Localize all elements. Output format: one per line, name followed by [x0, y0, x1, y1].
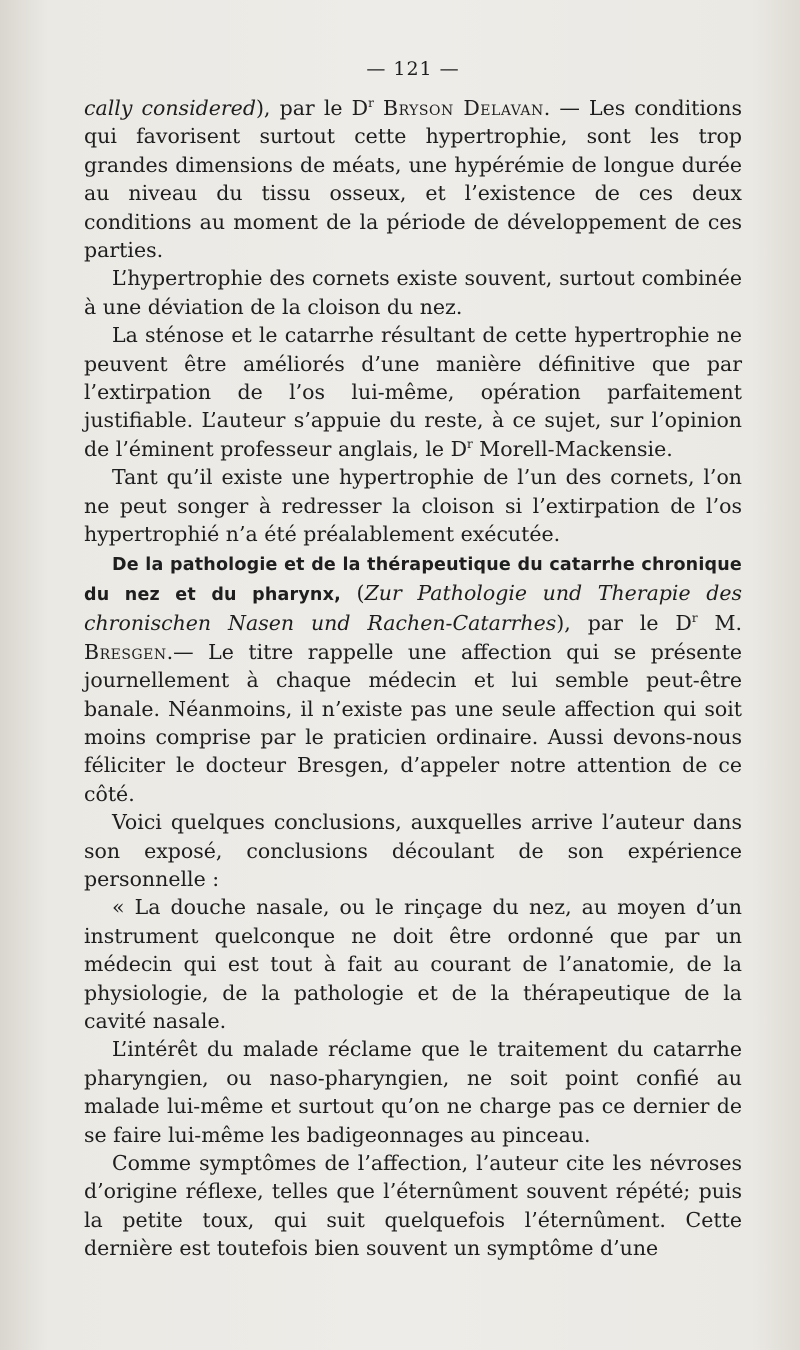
paragraph-1: cally considered), par le $D^r$ Bryson Delavan. — Les conditions qui favorisent surtout cette hypertrophie, sont les trop grandes dimensions de méats, une hypérémie de longue durée au niveau du tissu osseux, et l’existence de ces deux conditions au moment de la période de développement de ces parties.: [84, 96, 742, 263]
paragraph-8: L’intérêt du malade réclame que le traitement du catarrhe pharyngien, ou naso-pharyngien, ne soit point confié au malade lui-même et surtout qu’on ne charge pas ce dernier de se faire lui-même les badigeonnages au pinceau.: [84, 1037, 742, 1147]
paragraph-7: « La douche nasale, ou le rinçage du nez, au moyen d’un instrument quelconque ne doit être ordonné que par un médecin qui est tout à fait au courant de l’anatomie, de la physiologie, de la pathologie et de la thérapeutique de la cavité nasale.: [84, 895, 742, 1033]
paragraph-6: Voici quelques conclusions, auxquelles arrive l’auteur dans son exposé, conclusions découlant de son expérience personnelle :: [84, 810, 742, 891]
paragraph-2: L’hypertrophie des cornets existe souvent, surtout combinée à une déviation de la cloison du nez.: [84, 266, 742, 319]
body-text: [84, 94, 742, 1263]
italic-title-end: cally considered: [84, 96, 256, 120]
paragraph-4: Tant qu’il existe une hypertrophie de l’un des cornets, l’on ne peut songer à redresser la cloison si l’extirpation de l’os hypertrophié n’a été préalablement exécutée.: [84, 465, 742, 547]
page-number: — 121 —: [366, 58, 460, 80]
german-title: Zur Pathologie und Therapie des chronischen Nasen und Rachen-Catarrhes: [84, 580, 743, 636]
author-name: Bresgen: [84, 639, 167, 664]
paragraph-5: De la pathologie et de la thérapeutique du catarrhe chronique du nez et du pharynx, (Zur Pathologie und Therapie des chronischen Nasen und Rachen-Catarrhes), par le $D^r$ M. Bresgen.— Le titre rappelle une affection qui se présente journellement à chaque médecin et lui semble peut-être banale. Néanmoins, il n’existe pas une seule affection qui soit moins comprise par le praticien ordinaire. Aussi devons-nous féliciter le docteur Bresgen, d’appeler notre attention de ce côté.: [84, 554, 743, 806]
paragraph-3: La sténose et le catarrhe résultant de cette hypertrophie ne peuvent être améliorés d’une manière définitive que par l’extirpation de l’os lui-même, opération parfaitement justifiable. L’auteur s’appuie du reste, à ce sujet, sur l’opinion de l’éminent professeur anglais, le $D^r$ Morell-Mackensie.: [84, 323, 742, 461]
author-name: Bryson Delavan: [383, 96, 544, 120]
paragraph-9: Comme symptômes de l’affection, l’auteur cite les névroses d’origine réflexe, telles que l’éternûment souvent répété; puis la petite toux, qui suit quelquefois l’éternûment. Cette dernière est toutefois bien souvent un symptôme d’une: [84, 1151, 742, 1261]
section-heading: De la pathologie et de la thérapeutique du catarrhe chronique du nez et du pharynx,: [84, 554, 742, 605]
